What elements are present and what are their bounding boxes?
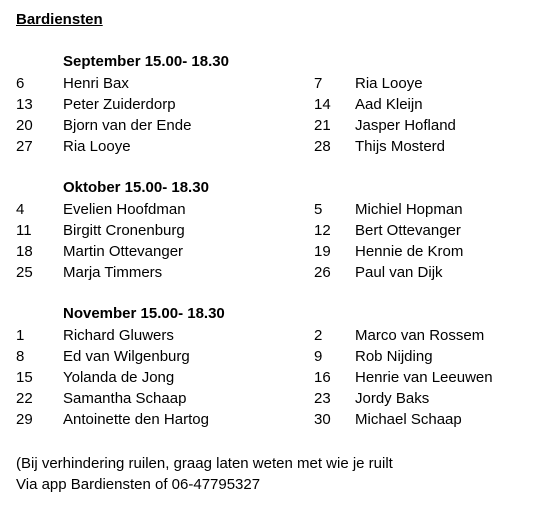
day-number: 9: [314, 348, 323, 365]
volunteer-name: Birgitt Cronenburg: [63, 222, 185, 239]
day-number: 20: [16, 117, 33, 134]
schedule-row: [0, 388, 542, 409]
section-heading: Oktober 15.00- 18.30: [63, 179, 209, 196]
section-heading: November 15.00- 18.30: [63, 305, 225, 322]
day-number: 11: [16, 222, 32, 239]
day-number: 4: [16, 201, 25, 218]
schedule-row: [0, 262, 542, 283]
schedule-row: [0, 220, 542, 241]
volunteer-name: Henrie van Leeuwen: [355, 369, 493, 386]
day-number: 25: [16, 264, 33, 281]
day-number: 12: [314, 222, 331, 239]
volunteer-name: Evelien Hoofdman: [63, 201, 186, 218]
volunteer-name: Henri Bax: [63, 75, 129, 92]
schedule-row: [0, 346, 542, 367]
day-number: 15: [16, 369, 33, 386]
volunteer-name: Ria Looye: [63, 138, 131, 155]
volunteer-name: Thijs Mosterd: [355, 138, 446, 155]
volunteer-name: Ria Looye: [355, 75, 423, 92]
volunteer-name: Aad Kleijn: [355, 96, 423, 113]
day-number: 19: [314, 243, 331, 260]
day-number: 27: [16, 138, 33, 155]
day-number: 2: [314, 327, 323, 344]
volunteer-name: Jordy Baks: [355, 390, 430, 407]
day-number: 7: [314, 75, 323, 92]
schedule-row: [0, 199, 542, 220]
day-number: 8: [16, 348, 25, 365]
schedule-row: [0, 136, 542, 157]
day-number: 21: [314, 117, 331, 134]
schedule-row: [0, 367, 542, 388]
footer-line: (Bij verhindering ruilen, graag laten weten met wie je ruilt: [16, 455, 393, 472]
schedule-row: [0, 115, 542, 136]
day-number: 6: [16, 75, 25, 92]
day-number: 23: [314, 390, 331, 407]
volunteer-name: Martin Ottevanger: [63, 243, 184, 260]
volunteer-name: Michael Schaap: [355, 411, 462, 428]
section-heading: September 15.00- 18.30: [63, 53, 229, 70]
day-number: 5: [314, 201, 323, 218]
day-number: 29: [16, 411, 33, 428]
day-number: 14: [314, 96, 331, 113]
day-number: 18: [16, 243, 33, 260]
volunteer-name: Ed van Wilgenburg: [63, 348, 190, 365]
volunteer-name: Peter Zuiderdorp: [63, 96, 176, 113]
day-number: 22: [16, 390, 33, 407]
volunteer-name: Marco van Rossem: [355, 327, 485, 344]
page-title: Bardiensten: [16, 11, 103, 28]
volunteer-name: Jasper Hofland: [355, 117, 456, 134]
volunteer-name: Yolanda de Jong: [63, 369, 175, 386]
volunteer-name: Bjorn van der Ende: [63, 117, 192, 134]
volunteer-name: Richard Gluwers: [63, 327, 174, 344]
schedule-row: [0, 409, 542, 430]
day-number: 28: [314, 138, 331, 155]
volunteer-name: Rob Nijding: [355, 348, 433, 365]
footer-note: [16, 453, 393, 495]
volunteer-name: Samantha Schaap: [63, 390, 187, 407]
day-number: 26: [314, 264, 331, 281]
schedule-row: [0, 325, 542, 346]
day-number: 1: [16, 327, 25, 344]
day-number: 30: [314, 411, 331, 428]
volunteer-name: Marja Timmers: [63, 264, 163, 281]
footer-line: Via app Bardiensten of 06-47795327: [16, 476, 261, 493]
schedule-row: [0, 241, 542, 262]
volunteer-name: Bert Ottevanger: [355, 222, 461, 239]
volunteer-name: Paul van Dijk: [355, 264, 443, 281]
day-number: 16: [314, 369, 331, 386]
schedule-row: [0, 94, 542, 115]
schedule-row: [0, 73, 542, 94]
volunteer-name: Michiel Hopman: [355, 201, 463, 218]
volunteer-name: Hennie de Krom: [355, 243, 464, 260]
day-number: 13: [16, 96, 33, 113]
volunteer-name: Antoinette den Hartog: [63, 411, 209, 428]
